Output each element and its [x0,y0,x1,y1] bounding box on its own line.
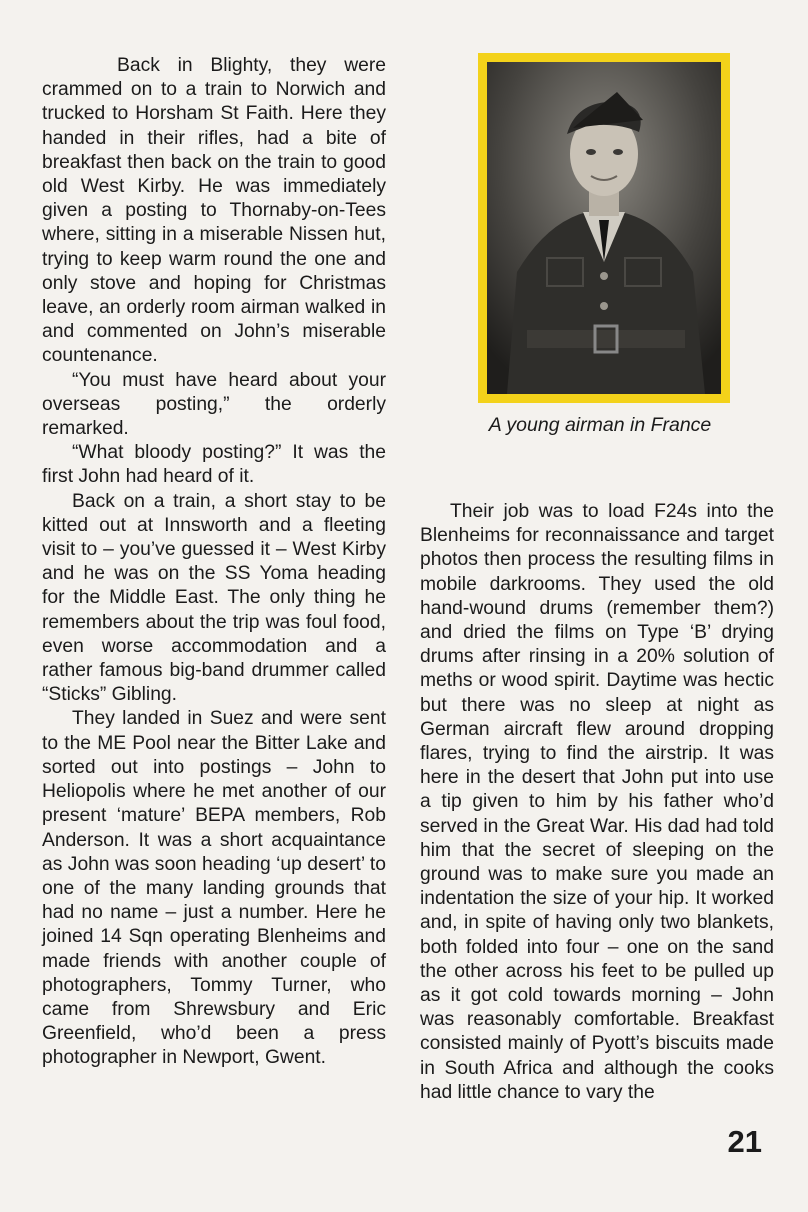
left-text-column [42,54,386,1071]
airman-figure-illustration [487,62,721,394]
paragraph: Their job was to load F24s into the Blenheims for reconnaissance and target photos then process the resulting films in mobile darkrooms. They used the old hand-wound drums (remember them?) and dried the films on Type ‘B’ drying drums after rinsing in a 20% solution of meths or wood spirit. Daytime was hectic but there was no sleep at night as German aircraft flew around dropping flares, trying to find the airstrip. It was here in the desert that John put into use a tip given to him by his father who’d served in the Great War. His dad had told him that the secret of sleeping on the ground was to make sure you made an indentation the size of your hip. It worked and, in spite of having only two blankets, both folded into four – one on the sand the other across his feet to be pulled up as it got cold towards morning – John was reasonably comfortable. Breakfast consisted mainly of Pyott’s biscuits made in South Africa and although the cooks had little chance to vary the [420,501,774,1103]
paragraph: “What bloody posting?” It was the first John had heard of it. [42,442,386,488]
photo-frame [478,53,730,403]
paragraph: “You must have heard about your overseas posting,” the orderly remarked. [42,369,386,440]
paragraph: They landed in Suez and were sent to the ME Pool near the Bitter Lake and sorted out into postings – John to Heliopolis where he met another of our present ‘mature’ BEPA members, Rob Anderson. It was a short acquaintance as John was soon heading ‘up desert’ to one of the many landing grounds that had no name – just a number. Here he joined 14 Sqn operating Blenheims and made friends with another couple of photographers, Tommy Turner, who came from Shrewsbury and Eric Greenfield, who’d been a press photographer in Newport, Gwent. [42,708,386,1069]
paragraph: Back on a train, a short stay to be kitted out at Innsworth and a fleeting visit to – you’ve guessed it – West Kirby and he was on the SS Yoma heading for the Middle East. The only thing he remembers about the trip was foul food, even worse accommodation and a rather famous big-band drummer called “Sticks” Gibling. [42,490,386,706]
page-number: 21 [727,1124,762,1159]
paragraph: Back in Blighty, they were crammed on to a train to Norwich and trucked to Horsham St Faith. Here they handed in their rifles, had a bite of breakfast then back on the train to good old West Kirby. He was immediately given a posting to Thornaby-on-Tees where, sitting in a miserable Nissen hut, trying to keep warm round the one and only stove and hoping for Christmas leave, an orderly room airman walked in and commented on John’s miserable countenance. [42,55,386,367]
airman-photo [487,62,721,394]
right-text-column [420,500,774,1105]
photo-caption: A young airman in France [488,414,712,436]
